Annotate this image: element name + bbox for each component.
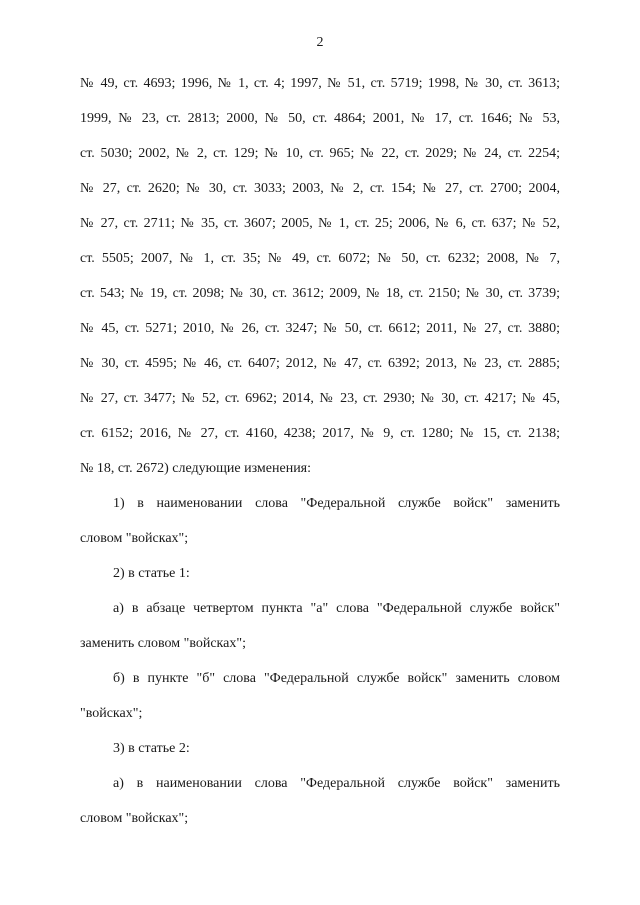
text-line: 1999, № 23, ст. 2813; 2000, № 50, ст. 4864; 2001, № 17, ст. 1646; № 53,	[80, 111, 560, 126]
text-line: словом "войсках";	[80, 531, 189, 546]
text-line: № 45, ст. 5271; 2010, № 26, ст. 3247; № 50, ст. 6612; 2011, № 27, ст. 3880;	[80, 321, 560, 336]
text-line: ст. 543; № 19, ст. 2098; № 30, ст. 3612; 2009, № 18, ст. 2150; № 30, ст. 3739;	[80, 286, 560, 301]
text-line: "войсках";	[80, 706, 143, 721]
list-item-text: 3) в статье 2:	[113, 741, 190, 756]
text-line: № 27, ст. 2711; № 35, ст. 3607; 2005, № 1, ст. 25; 2006, № 6, ст. 637; № 52,	[80, 216, 560, 231]
text-line: ст. 5030; 2002, № 2, ст. 129; № 10, ст. 965; № 22, ст. 2029; № 24, ст. 2254;	[80, 146, 560, 161]
text-line: ст. 5505; 2007, № 1, ст. 35; № 49, ст. 6072; № 50, ст. 6232; 2008, № 7,	[80, 251, 560, 266]
list-item-text: а) в наименовании слова "Федеральной службе войск" заменить	[113, 776, 560, 791]
text-line: № 18, ст. 2672) следующие изменения:	[80, 461, 312, 476]
text-line: ст. 6152; 2016, № 27, ст. 4160, 4238; 2017, № 9, ст. 1280; № 15, ст. 2138;	[80, 426, 560, 441]
list-item-text: 2) в статье 1:	[113, 566, 190, 581]
text-line: № 30, ст. 4595; № 46, ст. 6407; 2012, № 47, ст. 6392; 2013, № 23, ст. 2885;	[80, 356, 560, 371]
text-line: словом "войсках";	[80, 811, 189, 826]
text-line: заменить словом "войсках";	[80, 636, 246, 651]
text-line: № 49, ст. 4693; 1996, № 1, ст. 4; 1997, № 51, ст. 5719; 1998, № 30, ст. 3613;	[80, 76, 560, 91]
list-item-text: б) в пункте "б" слова "Федеральной службе войск" заменить словом	[113, 671, 560, 686]
list-item-text: 1) в наименовании слова "Федеральной службе войск" заменить	[113, 496, 560, 511]
list-item-text: а) в абзаце четвертом пункта "а" слова "Федеральной службе войск"	[113, 601, 560, 616]
page-number: 2	[316, 35, 324, 50]
text-line: № 27, ст. 3477; № 52, ст. 6962; 2014, № 23, ст. 2930; № 30, ст. 4217; № 45,	[80, 391, 560, 406]
text-line: № 27, ст. 2620; № 30, ст. 3033; 2003, № 2, ст. 154; № 27, ст. 2700; 2004,	[80, 181, 560, 196]
